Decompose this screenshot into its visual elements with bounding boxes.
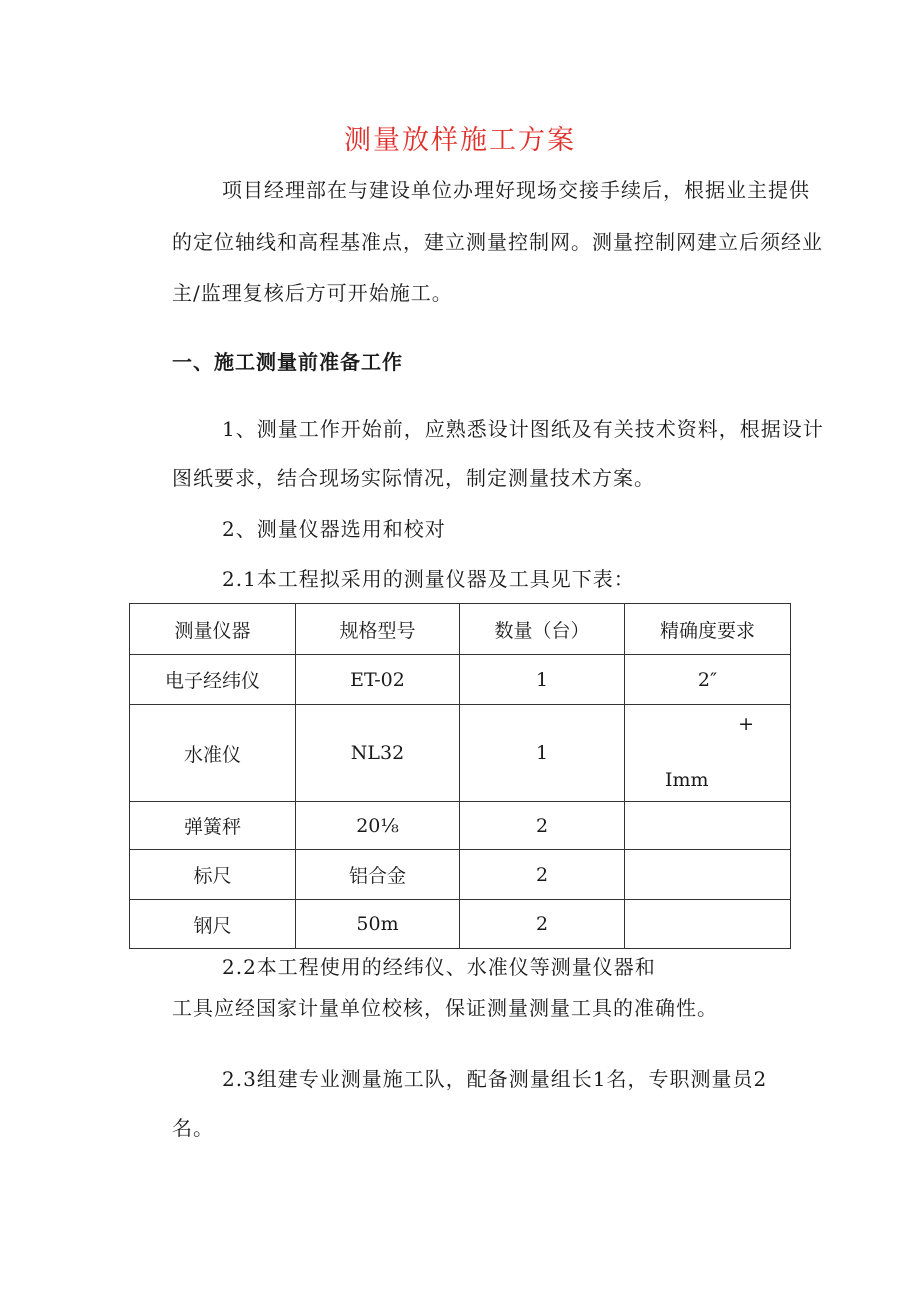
table-row bbox=[130, 850, 791, 900]
table-cell: 2 bbox=[460, 802, 625, 850]
table-cell: 2 bbox=[460, 900, 625, 949]
intro-line-2: 的定位轴线和高程基准点，建立测量控制网。测量控制网建立后须经业 bbox=[172, 230, 823, 254]
table-row bbox=[130, 802, 791, 850]
accuracy-value: Imm bbox=[665, 769, 709, 791]
table-header-cell: 测量仪器 bbox=[130, 604, 296, 655]
table-cell: 50m bbox=[296, 900, 460, 949]
section-heading: 一、施工测量前准备工作 bbox=[172, 350, 403, 374]
table-cell: 1 bbox=[460, 705, 625, 802]
table-cell: 标尺 bbox=[130, 850, 296, 900]
table-cell: 20⅛ bbox=[296, 802, 460, 850]
table-cell: 1 bbox=[460, 655, 625, 705]
table-row bbox=[130, 900, 791, 949]
equipment-table bbox=[129, 603, 791, 949]
table-cell bbox=[625, 850, 791, 900]
accuracy-plus: + bbox=[738, 713, 754, 735]
para-1-line-2: 图纸要求，结合现场实际情况，制定测量技术方案。 bbox=[172, 466, 655, 490]
table-header-row bbox=[130, 604, 791, 655]
para-2: 2、测量仪器选用和校对 bbox=[222, 517, 446, 541]
para-2-3-line-1: 2.3组建专业测量施工队，配备测量组长1名，专职测量员2 bbox=[222, 1067, 768, 1091]
para-2-3-line-2: 名。 bbox=[172, 1116, 214, 1140]
level-accuracy-cell bbox=[625, 705, 791, 802]
table-cell: 铝合金 bbox=[296, 850, 460, 900]
intro-line-1: 项目经理部在与建设单位办理好现场交接手续后，根据业主提供 bbox=[222, 178, 810, 202]
document-title: 测量放样施工方案 bbox=[344, 125, 576, 156]
para-1-line-1: 1、测量工作开始前，应熟悉设计图纸及有关技术资料，根据设计 bbox=[222, 417, 824, 441]
table-cell: 弹簧秤 bbox=[130, 802, 296, 850]
para-2-2-line-2: 工具应经国家计量单位校核，保证测量测量工具的准确性。 bbox=[172, 996, 718, 1020]
table-cell: 钢尺 bbox=[130, 900, 296, 949]
table-cell: 电子经纬仪 bbox=[130, 655, 296, 705]
para-2-2-line-1: 2.2本工程使用的经纬仪、水准仪等测量仪器和 bbox=[222, 955, 656, 979]
table-header-cell: 数量（台） bbox=[460, 604, 625, 655]
table-cell: NL32 bbox=[296, 705, 460, 802]
table-cell: ET-02 bbox=[296, 655, 460, 705]
table-header-cell: 精确度要求 bbox=[625, 604, 791, 655]
table-cell: 水准仪 bbox=[130, 705, 296, 802]
table-row bbox=[130, 705, 791, 802]
para-2-1: 2.1本工程拟采用的测量仪器及工具见下表： bbox=[222, 567, 635, 591]
table-cell: 2 bbox=[460, 850, 625, 900]
table-cell bbox=[625, 802, 791, 850]
table-row bbox=[130, 655, 791, 705]
table-cell: 2″ bbox=[625, 655, 791, 705]
table-header-cell: 规格型号 bbox=[296, 604, 460, 655]
intro-line-3: 主/监理复核后方可开始施工。 bbox=[172, 281, 453, 305]
table-cell bbox=[625, 900, 791, 949]
